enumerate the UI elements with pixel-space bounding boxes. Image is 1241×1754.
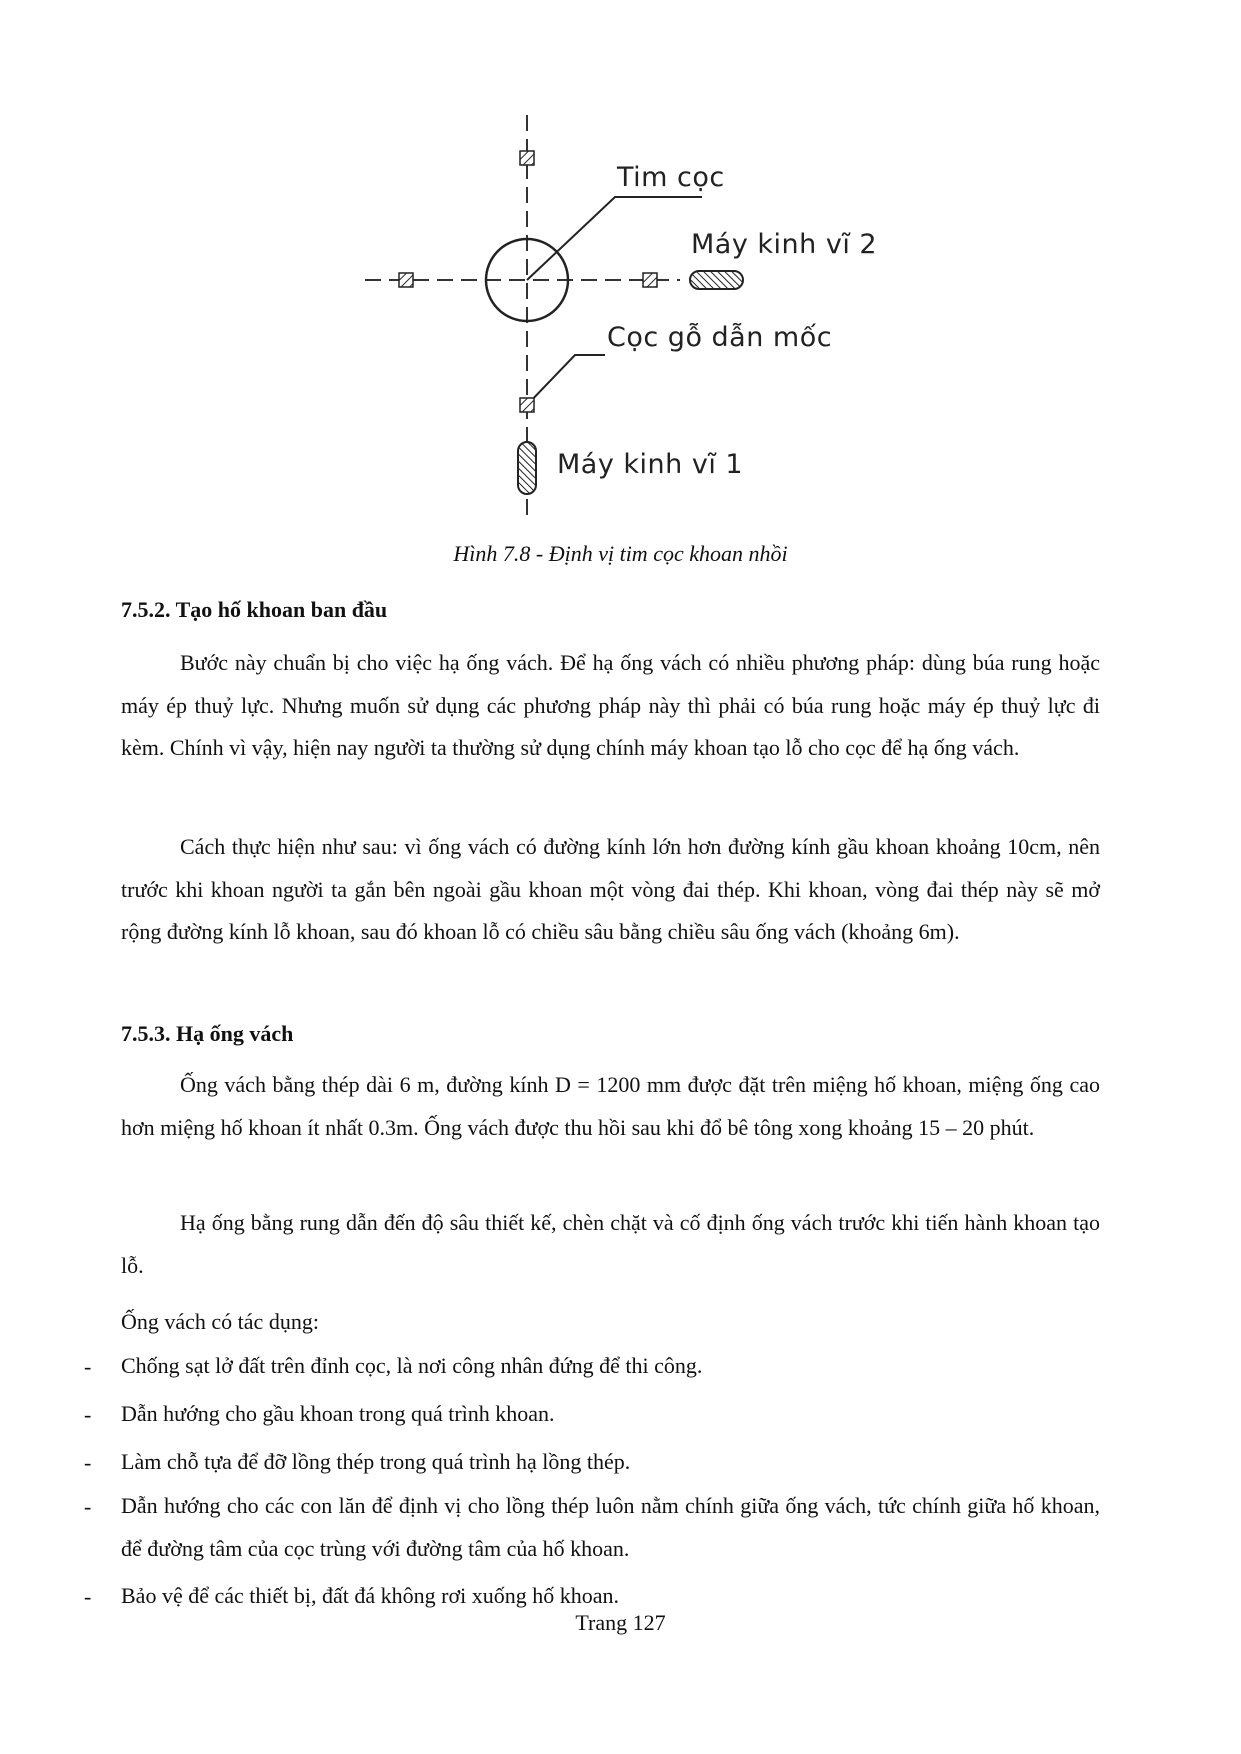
pile-center-leader — [527, 197, 702, 280]
list-dash: - — [84, 1494, 92, 1519]
theodolite-1-symbol — [518, 442, 536, 494]
stake-marker-right — [643, 273, 657, 287]
stake-marker-bottom — [520, 398, 534, 412]
section-753-paragraph-1: Ống vách bằng thép dài 6 m, đường kính D = 1200 mm được đặt trên miệng hố khoan, miệng ống cao hơn miệng hố khoan ít nhất 0.3m. Ống vách được thu hồi sau khi đổ bê tông xong khoảng 15 – 20 phút. — [121, 1072, 1100, 1140]
section-753-heading: 7.5.3. Hạ ống vách — [121, 1021, 294, 1046]
pile-center-label: Tim cọc — [617, 162, 725, 193]
list-item: Bảo vệ để các thiết bị, đất đá không rơi xuống hố khoan. — [121, 1583, 619, 1608]
section-752-paragraph-1: Bước này chuẩn bị cho việc hạ ống vách. Để hạ ống vách có nhiều phương pháp: dùng búa rung hoặc máy ép thuỷ lực. Nhưng muốn sử dụng các phương pháp này thì phải có búa rung hoặc máy ép thuỷ lực đi kèm. Chính vì vậy, hiện nay người ta thường sử dụng chính máy khoan tạo lỗ cho cọc để hạ ống vách. — [121, 650, 1100, 760]
section-752-heading: 7.5.2. Tạo hố khoan ban đầu — [121, 597, 388, 622]
theodolite-1-label: Máy kinh vĩ 1 — [557, 449, 744, 480]
list-item: Dẫn hướng cho các con lăn để định vị cho lồng thép luôn nằm chính giữa ống vách, tức chính giữa hố khoan, để đường tâm của cọc trùng với đường tâm của hố khoan. — [121, 1493, 1100, 1561]
theodolite-2-symbol — [690, 271, 743, 289]
list-dash: - — [84, 1584, 92, 1609]
section-752-paragraph-2: Cách thực hiện như sau: vì ống vách có đường kính lớn hơn đường kính gầu khoan khoảng 10cm, nên trước khi khoan người ta gắn bên ngoài gầu khoan một vòng đai thép. Khi khoan, vòng đai thép này sẽ mở rộng đường kính lỗ khoan, sau đó khoan lỗ có chiều sâu bằng chiều sâu ống vách (khoảng 6m). — [121, 834, 1100, 944]
list-dash: - — [84, 1450, 92, 1475]
theodolite-2-label: Máy kinh vĩ 2 — [691, 229, 878, 260]
list-item: Dẫn hướng cho gầu khoan trong quá trình khoan. — [121, 1401, 555, 1426]
list-dash: - — [84, 1354, 92, 1379]
list-item: Làm chỗ tựa để đỡ lồng thép trong quá trình hạ lồng thép. — [121, 1449, 631, 1474]
stake-leader — [527, 355, 605, 405]
stake-marker-left — [399, 273, 413, 287]
list-item: Chống sạt lở đất trên đỉnh cọc, là nơi công nhân đứng để thi công. — [121, 1353, 703, 1378]
pile-positioning-figure — [0, 0, 1241, 540]
reference-stake-label: Cọc gỗ dẫn mốc — [607, 322, 833, 353]
section-753-intro: Ống vách có tác dụng: — [121, 1309, 319, 1334]
section-753-paragraph-2: Hạ ống bằng rung dẫn đến độ sâu thiết kế, chèn chặt và cố định ống vách trước khi tiến hành khoan tạo lỗ. — [121, 1210, 1100, 1278]
figure-caption: Hình 7.8 - Định vị tim cọc khoan nhồi — [453, 541, 788, 566]
stake-marker-top — [520, 151, 534, 165]
list-dash: - — [84, 1402, 92, 1427]
page-number: Trang 127 — [575, 1610, 666, 1635]
